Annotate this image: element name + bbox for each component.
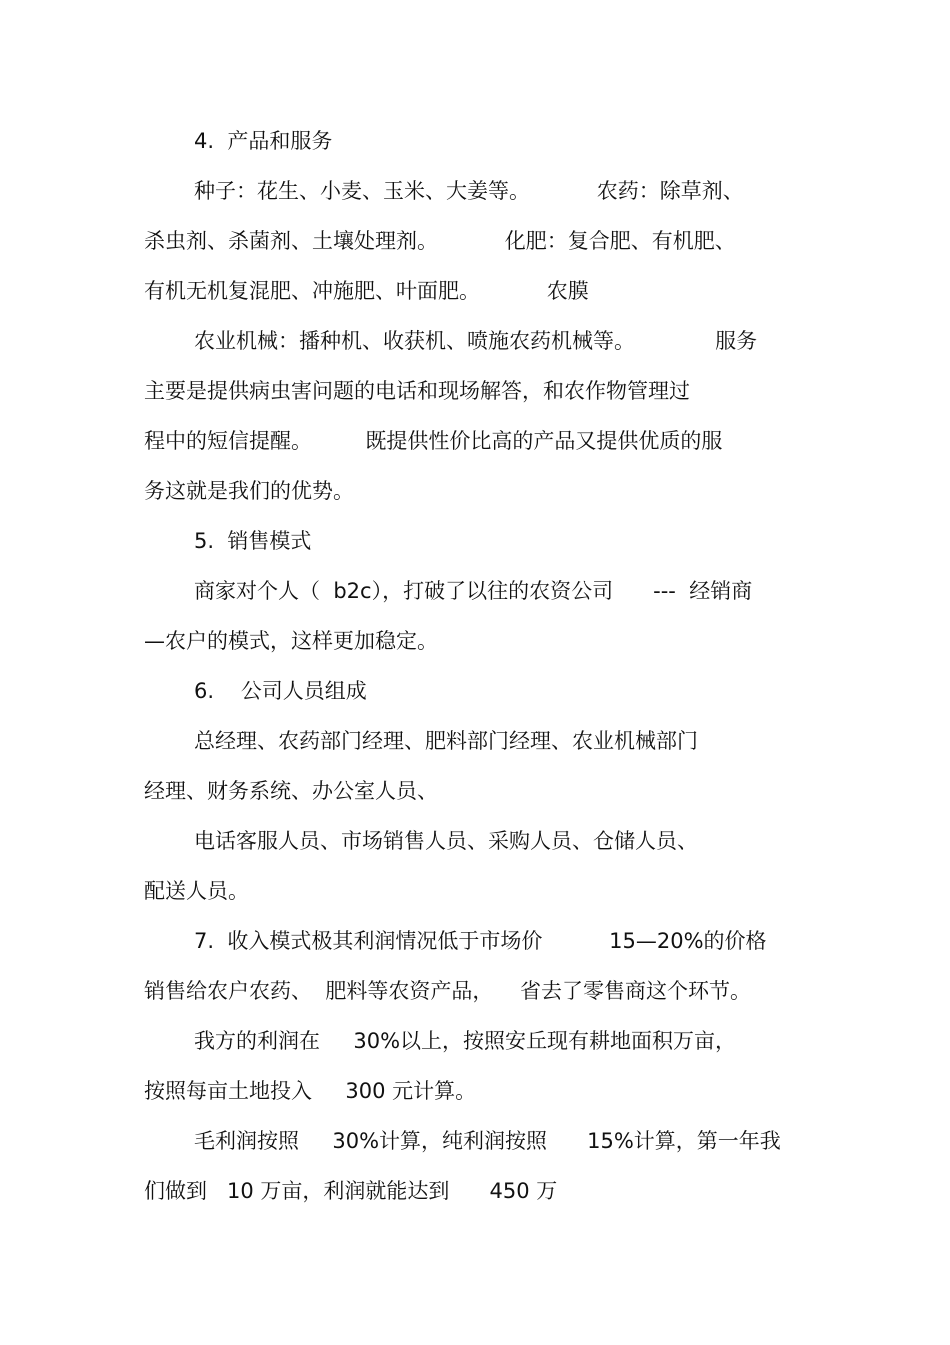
paragraph-line: 总经理、农药部门经理、肥料部门经理、农业机械部门: [194, 729, 698, 753]
section-heading-sales: 5. 销售模式: [194, 529, 312, 553]
section-heading-products: 4. 产品和服务: [194, 129, 333, 153]
paragraph-line: —农户的模式，这样更加稳定。: [144, 629, 438, 653]
paragraph-line: 有机无机复混肥、冲施肥、叶面肥。 农膜: [144, 279, 589, 303]
section-heading-revenue: 7. 收入模式极其利润情况低于市场价 15—20%的价格: [194, 929, 767, 953]
paragraph-line: 销售给农户农药、 肥料等农资产品， 省去了零售商这个环节。: [144, 979, 752, 1003]
section-heading-staff: 6. 公司人员组成: [194, 679, 367, 703]
paragraph-line: 按照每亩土地投入 300 元计算。: [144, 1079, 477, 1103]
paragraph-line: 杀虫剂、杀菌剂、土壤处理剂。 化肥：复合肥、有机肥、: [144, 229, 736, 253]
paragraph-line: 毛利润按照 30%计算，纯利润按照 15%计算，第一年我: [194, 1129, 781, 1153]
paragraph-line: 务这就是我们的优势。: [144, 479, 354, 503]
paragraph-line: 主要是提供病虫害问题的电话和现场解答，和农作物管理过: [144, 379, 690, 403]
paragraph-line: 种子：花生、小麦、玉米、大姜等。 农药：除草剂、: [194, 179, 744, 203]
paragraph-line: 们做到 10 万亩，利润就能达到 450 万: [144, 1179, 558, 1203]
paragraph-line: 程中的短信提醒。 既提供性价比高的产品又提供优质的服: [144, 429, 723, 453]
paragraph-line: 电话客服人员、市场销售人员、采购人员、仓储人员、: [194, 829, 698, 853]
paragraph-line: 我方的利润在 30%以上，按照安丘现有耕地面积万亩，: [194, 1029, 737, 1053]
paragraph-line: 农业机械：播种机、收获机、喷施农药机械等。 服务: [194, 329, 758, 353]
paragraph-line: 商家对个人（ b2c），打破了以往的农资公司 --- 经销商: [194, 579, 753, 603]
paragraph-line: 配送人员。: [144, 879, 249, 903]
paragraph-line: 经理、财务系统、办公室人员、: [144, 779, 438, 803]
